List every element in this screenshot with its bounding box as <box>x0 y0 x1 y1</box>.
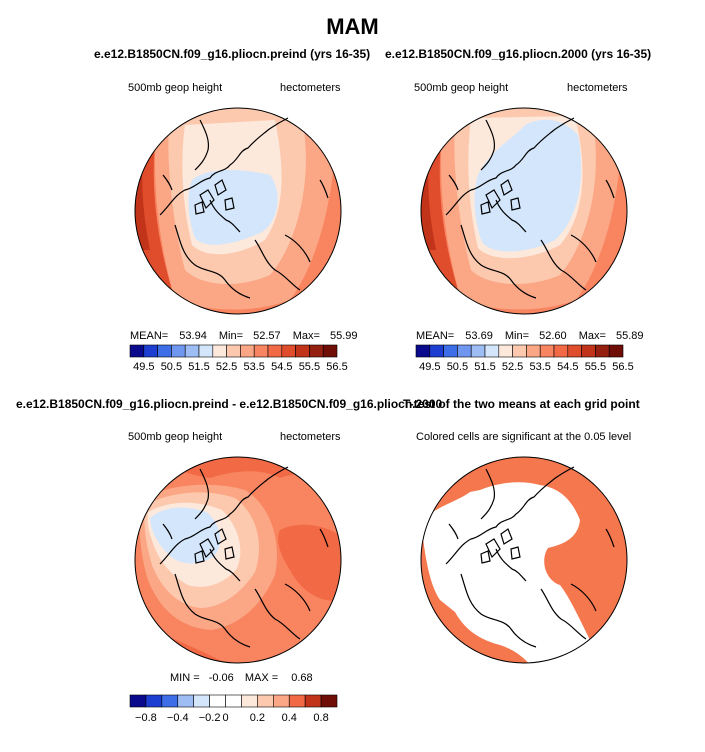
colorbar-swatch <box>254 345 268 357</box>
colorbar-tick-label: 0 <box>222 712 229 724</box>
colorbar-swatch <box>130 695 146 707</box>
colorbar-swatch <box>323 345 337 357</box>
colorbar-swatch <box>194 695 210 707</box>
colorbar-swatch <box>185 345 199 357</box>
min-label: Min= <box>218 330 244 342</box>
colorbar-swatch <box>526 345 540 357</box>
colorbar-swatch <box>282 345 296 357</box>
panel-3-title: e.e12.B1850CN.f09_g16.pliocn.preind - e.e12.B1850CN.f09_g16.pliocn.2000 <box>16 397 443 411</box>
panel-1-colorbar <box>130 345 348 373</box>
colorbar-swatch <box>213 345 227 357</box>
colorbar-tick-label: 0.4 <box>281 712 297 724</box>
panel-2-map <box>416 100 636 320</box>
colorbar-swatch <box>554 345 568 357</box>
mean-value: 53.94 <box>179 330 207 342</box>
colorbar-tick-label: 54.5 <box>557 361 579 373</box>
panel-4-significance-label: Colored cells are significant at the 0.05 level <box>416 431 632 443</box>
min-value: 52.60 <box>539 330 567 342</box>
colorbar-swatch <box>241 695 257 707</box>
colorbar-swatch <box>227 345 241 357</box>
min-value: 52.57 <box>253 330 281 342</box>
panel-4-map <box>416 450 640 680</box>
colorbar-tick-label: 50.5 <box>160 361 183 373</box>
colorbar-swatch <box>210 695 226 707</box>
max-value: 0.68 <box>291 672 313 684</box>
colorbar-swatch <box>471 345 485 357</box>
colorbar-tick-label: 55.5 <box>298 361 321 373</box>
mean-label: MEAN= <box>130 330 169 342</box>
colorbar-swatch <box>595 345 609 357</box>
colorbar-tick-label: 55.5 <box>584 361 607 373</box>
colorbar-tick-label: 56.5 <box>326 361 348 373</box>
colorbar-swatch <box>178 695 194 707</box>
colorbar-swatch <box>199 345 213 357</box>
colorbar-tick-label: 0.2 <box>249 712 266 724</box>
colorbar-tick-label: 56.5 <box>612 361 634 373</box>
colorbar-tick-label: −0.8 <box>135 712 157 724</box>
panel-1-map <box>130 100 350 320</box>
colorbar-swatch <box>289 695 305 707</box>
colorbar-swatch <box>257 695 273 707</box>
colorbar-swatch <box>540 345 554 357</box>
colorbar-tick-label: 51.5 <box>188 361 210 373</box>
colorbar-swatch <box>582 345 596 357</box>
min-value: -0.06 <box>208 672 234 684</box>
colorbar-tick-label: 52.5 <box>501 361 524 373</box>
panel-2-colorbar <box>416 345 634 373</box>
colorbar-tick-label: 0.8 <box>313 712 329 724</box>
colorbar-swatch <box>513 345 527 357</box>
colorbar-tick-label: −0.2 <box>198 712 221 724</box>
colorbar-swatch <box>321 695 337 707</box>
panel-3-colorbar <box>130 695 337 724</box>
colorbar-swatch <box>568 345 582 357</box>
colorbar-tick-label: 51.5 <box>474 361 496 373</box>
max-label: Max= <box>578 330 606 342</box>
colorbar-swatch <box>309 345 323 357</box>
colorbar-swatch <box>430 345 444 357</box>
panel-4-title: T-test of the two means at each grid point <box>403 397 640 411</box>
min-label: MIN = <box>170 672 200 684</box>
colorbar-swatch <box>162 695 178 707</box>
panel-1-variable-label: 500mb geop height <box>128 82 223 94</box>
panel-3-units-label: hectometers <box>280 431 341 443</box>
colorbar-tick-label: −0.4 <box>166 712 189 724</box>
colorbar-tick-label: 53.5 <box>529 361 551 373</box>
mean-label: MEAN= <box>416 330 455 342</box>
panel-2-variable-label: 500mb geop height <box>414 82 509 94</box>
colorbar-swatch <box>609 345 623 357</box>
colorbar-tick-label: 53.5 <box>243 361 265 373</box>
panel-2-units-label: hectometers <box>567 82 628 94</box>
colorbar-swatch <box>146 695 162 707</box>
colorbar-swatch <box>226 695 242 707</box>
max-label: Max= <box>292 330 320 342</box>
colorbar-swatch <box>268 345 282 357</box>
colorbar-tick-label: 49.5 <box>419 361 441 373</box>
colorbar-swatch <box>240 345 254 357</box>
max-value: 55.99 <box>329 330 358 342</box>
colorbar-swatch <box>296 345 310 357</box>
max-label: MAX = <box>244 672 279 684</box>
colorbar-swatch <box>444 345 458 357</box>
colorbar-swatch <box>416 345 430 357</box>
max-value: 55.89 <box>615 330 644 342</box>
colorbar-tick-label: 54.5 <box>271 361 293 373</box>
colorbar-swatch <box>130 345 144 357</box>
panel-1-units-label: hectometers <box>280 82 341 94</box>
colorbar-swatch <box>144 345 158 357</box>
colorbar-swatch <box>499 345 513 357</box>
colorbar-swatch <box>273 695 289 707</box>
mean-value: 53.69 <box>465 330 493 342</box>
colorbar-swatch <box>158 345 172 357</box>
colorbar-swatch <box>485 345 499 357</box>
colorbar-tick-label: 50.5 <box>446 361 469 373</box>
colorbar-swatch <box>305 695 321 707</box>
colorbar-tick-label: 52.5 <box>215 361 238 373</box>
panel-2-title: e.e12.B1850CN.f09_g16.pliocn.2000 (yrs 16-35) <box>385 47 652 61</box>
page-title: MAM <box>326 14 379 39</box>
panel-1-title: e.e12.B1850CN.f09_g16.pliocn.preind (yrs 16-35) <box>94 47 371 61</box>
colorbar-tick-label: 49.5 <box>133 361 155 373</box>
panel-3-variable-label: 500mb geop height <box>128 431 223 443</box>
colorbar-swatch <box>171 345 185 357</box>
colorbar-swatch <box>457 345 471 357</box>
min-label: Min= <box>504 330 530 342</box>
